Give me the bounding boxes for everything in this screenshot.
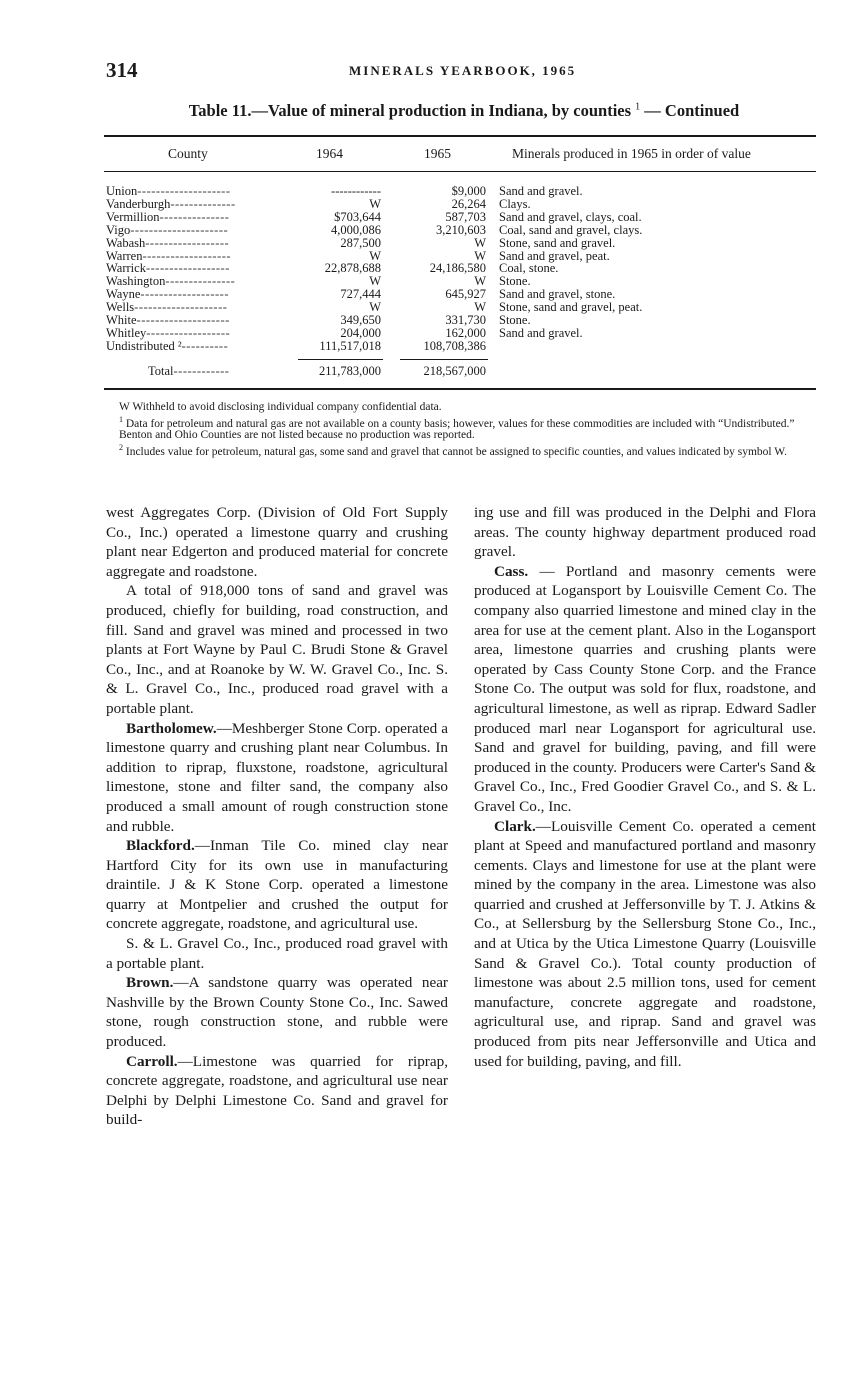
- table-top-rule: [104, 135, 816, 137]
- minerals-cell: Coal, stone.: [499, 261, 559, 276]
- county-cell: Vigo---------------------: [106, 223, 229, 237]
- body-paragraph: [106, 1052, 448, 1130]
- value-1964-cell: W: [369, 248, 381, 263]
- body-paragraph: [106, 934, 448, 973]
- value-1965-cell: W: [474, 235, 486, 250]
- footnote-2: $^2$ Includes value for petroleum, natural gas, some sand and gravel that cannot be assigned to specific counties, and values indicated by symbol W.: [119, 442, 787, 458]
- county-cell: Wabash------------------: [106, 236, 230, 250]
- minerals-cell: Coal, sand and gravel, clays.: [499, 222, 643, 237]
- paragraph-text: —Inman Tile Co. mined clay near Hartford City for its own use in manufacturing draintile. J & K Stone Corp. operated a limestone quarry at Montpelier and crushed the output for concrete aggregate, roadstone, and agricultural use.: [106, 837, 448, 933]
- table-row: [104, 262, 816, 275]
- county-cell: Whitley------------------: [106, 326, 231, 340]
- value-1965-cell: W: [474, 248, 486, 263]
- paragraph-text: —Limestone was quarried for riprap, concrete aggregate, roadstone, and agricultural use near Delphi by Delphi Limestone Co. Sand and gravel for build-: [106, 1052, 448, 1129]
- county-cell: White--------------------: [106, 314, 230, 327]
- body-paragraph: [106, 503, 448, 581]
- body-paragraph: [474, 562, 816, 817]
- value-1964-cell: 204,000: [340, 325, 381, 340]
- paragraph-text: —Louisville Cement Co. operated a cement plant at Speed and manufactured portland and masonry cements. Clays and limestone for use at the plant were mined by the company in the area. Limestone was also quarried and crushed at Jeffersonville by T. J. Atkins & Co., at Sellersburg by the Sellersburg Stone Co., Inc., and at Utica by the Utica Limestone Quarry (Louisville Sand & Gravel Co.). Total county production of limestone was about 2.5 million tons, used for cement manufacture, concrete aggregate and roadstone, agricultural use, and riprap. Sand and gravel was produced from pits near Jeffersonville and Utica and used for building, paving, and fill.: [474, 817, 816, 1070]
- paragraph-text: — Portland and masonry cements were produced at Logansport by Louisville Cement Co. The company also quarried limestone and mined clay in the area for use at the cement plant. Also in the Logansport area, limestone quarries and crushing plants were operated by Cass County Stone Corp. and the France Stone Co. The output was sold for flux, roadstone, and agricultural limestone, as well as riprap. Edward Sadler produced marl near Logansport for agricultural use. Sand and gravel for building, paving, and fill were produced in the county. Producers were Carter's Sand & Gravel Co., Inc., Fred Goodier Gravel Co., and S. & L. Gravel Co., Inc.: [474, 562, 816, 815]
- county-cell: Wells--------------------: [106, 301, 228, 315]
- minerals-cell: Stone, sand and gravel, peat.: [499, 300, 643, 315]
- total-rule-1964: [298, 359, 383, 360]
- table-row: [104, 224, 816, 237]
- paragraph-lead: Blackford.: [126, 837, 195, 855]
- footnote-w: W Withheld to avoid disclosing individual company confidential data.: [119, 401, 442, 413]
- county-cell: Washington---------------: [106, 275, 236, 289]
- paragraph-lead: Cass.: [494, 562, 529, 580]
- table-row: [104, 288, 816, 301]
- minerals-cell: Stone.: [499, 274, 531, 289]
- total-label: Total------------: [148, 365, 230, 378]
- column-header-1964: 1964: [316, 146, 343, 161]
- value-1965-cell: W: [474, 274, 486, 289]
- body-paragraph: [106, 973, 448, 1051]
- value-1964-cell: 287,500: [340, 235, 381, 250]
- body-column-left: [106, 503, 448, 1130]
- value-1964-cell: $703,644: [334, 209, 381, 224]
- minerals-cell: Clays.: [499, 196, 531, 211]
- value-1965-cell: 108,708,386: [423, 338, 486, 353]
- value-1965-cell: 331,730: [445, 313, 486, 327]
- table-row: [104, 198, 816, 211]
- county-cell: Union--------------------: [106, 185, 231, 198]
- table-row: [104, 340, 816, 353]
- table-row: [104, 211, 816, 224]
- table-footnotes: [119, 402, 819, 458]
- total-1965: 218,567,000: [423, 364, 486, 378]
- body-paragraph: [106, 719, 448, 837]
- county-cell: Warrick------------------: [106, 262, 230, 276]
- county-cell: Vermillion---------------: [106, 210, 230, 224]
- value-1964-cell: 349,650: [340, 313, 381, 327]
- total-rule-1965: [400, 359, 488, 360]
- table-header-rule: [104, 171, 816, 172]
- paragraph-text: west Aggregates Corp. (Division of Old Fort Supply Co., Inc.) operated a limestone quarry and crushing plant near Edgerton and produced material for concrete aggregate and roadstone.: [106, 504, 448, 580]
- table-title-text: Table 11.—Value of mineral production in Indiana, by counties: [188, 101, 632, 120]
- value-1965-cell: 645,927: [445, 287, 486, 302]
- value-1964-cell: 4,000,086: [331, 222, 381, 237]
- value-1965-cell: 162,000: [445, 325, 486, 340]
- table-title-suffix: — Continued: [644, 101, 740, 120]
- value-1965-cell: 24,186,580: [429, 261, 486, 276]
- minerals-cell: Stone, sand and gravel.: [499, 235, 616, 250]
- paragraph-text: —A sandstone quarry was operated near Nashville by the Brown County Stone Co., Inc. Sawed stone, rough construction stone, and rubble were produced.: [106, 974, 448, 1051]
- page-number: 314: [106, 58, 138, 82]
- total-1964: 211,783,000: [318, 364, 381, 378]
- value-1964-cell: 22,878,688: [324, 261, 381, 276]
- paragraph-text: A total of 918,000 tons of sand and gravel was produced, chiefly for building, road construction, and fill. Sand and gravel was mined and processed in two plants at Fort Wayne by Paul C. Brudi Stone & Gravel Co., Inc., and at Roanoke by W. W. Gravel Co., Inc. S. & L. Gravel Co., Inc., produced road gravel with a portable plant.: [106, 582, 448, 717]
- body-paragraph: [106, 581, 448, 718]
- table-bottom-rule: [104, 388, 816, 390]
- paragraph-lead: Carroll.: [126, 1052, 178, 1070]
- minerals-cell: Sand and gravel, stone.: [499, 287, 616, 302]
- value-1964-cell: ------------: [331, 184, 381, 198]
- value-1965-cell: W: [474, 300, 486, 315]
- minerals-cell: Sand and gravel, clays, coal.: [499, 209, 642, 224]
- column-header-minerals: Minerals produced in 1965 in order of value: [512, 146, 751, 161]
- paragraph-text: ing use and fill was produced in the Delphi and Flora areas. The county highway department produced road gravel.: [474, 504, 816, 561]
- value-1964-cell: W: [369, 196, 381, 211]
- table-row: [104, 237, 816, 250]
- table-total-row: [104, 365, 816, 378]
- value-1965-cell: 3,210,603: [436, 222, 486, 237]
- body-paragraph: [474, 503, 816, 562]
- value-1965-cell: 26,264: [451, 196, 486, 211]
- value-1965-cell: $9,000: [451, 184, 486, 198]
- column-header-county: County: [168, 146, 208, 161]
- table-row: [104, 327, 816, 340]
- minerals-cell: Sand and gravel.: [499, 184, 583, 198]
- minerals-cell: Sand and gravel, peat.: [499, 248, 610, 263]
- table-title-footnote-mark: 1: [635, 101, 641, 113]
- body-paragraph: [474, 817, 816, 1072]
- body-paragraph: [106, 836, 448, 934]
- body-column-right: [474, 503, 816, 1071]
- value-1964-cell: W: [369, 300, 381, 315]
- value-1965-cell: 587,703: [445, 209, 486, 224]
- column-header-1965: 1965: [424, 146, 451, 161]
- county-cell: Wayne-------------------: [106, 288, 229, 302]
- minerals-cell: Stone.: [499, 313, 531, 327]
- county-cell: Vanderburgh--------------: [106, 197, 236, 211]
- paragraph-lead: Clark.: [494, 817, 536, 835]
- county-cell: Warren-------------------: [106, 249, 232, 263]
- footnote-1: $^1$ Data for petroleum and natural gas are not available on a county basis; however, values for these commodities are included with “Undistributed.” Benton and Ohio Counties are not listed because no production was reported.: [119, 414, 795, 442]
- paragraph-lead: Brown.: [126, 974, 174, 992]
- paragraph-text: S. & L. Gravel Co., Inc., produced road gravel with a portable plant.: [106, 935, 448, 972]
- county-cell: Undistributed ²----------: [106, 339, 229, 353]
- value-1964-cell: 727,444: [340, 287, 381, 302]
- running-head: MINERALS YEARBOOK, 1965: [349, 63, 577, 78]
- value-1964-cell: W: [369, 274, 381, 289]
- value-1964-cell: 111,517,018: [319, 338, 381, 353]
- table-title: [104, 101, 824, 121]
- minerals-cell: Sand and gravel.: [499, 325, 583, 340]
- paragraph-lead: Bartholomew.: [126, 719, 217, 737]
- paragraph-text: —Meshberger Stone Corp. operated a limestone quarry and crushing plant near Columbus. In addition to riprap, fluxstone, roadstone, agricultural limestone, stone and filter sand, the company also produced a small amount of rough construction stone and rubble.: [106, 719, 448, 835]
